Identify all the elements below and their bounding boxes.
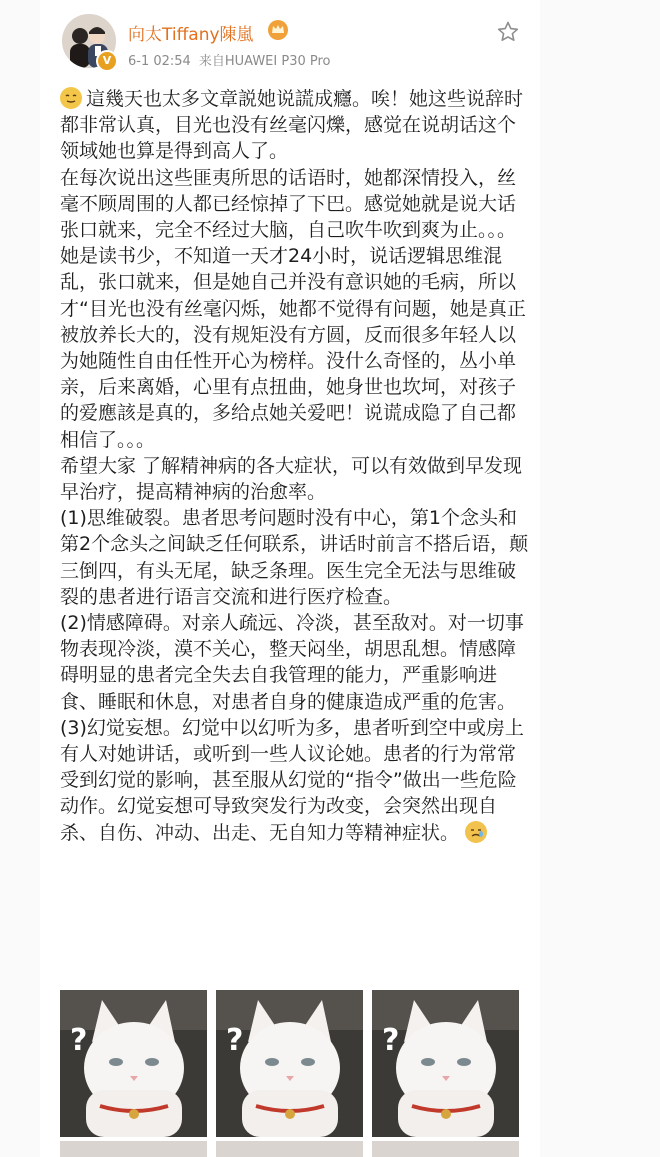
cat-photo[interactable] [372, 990, 519, 1137]
photo-thumb-partial[interactable] [216, 1141, 363, 1157]
paragraph-5: (2)情感障碍。对亲人疏远、冷淡，甚至敌对。对一切事物表现冷淡，漠不关心，整天闷坐，胡思乱想。情感障碍明显的患者完全失去自我管理的能力，严重影响进食、睡眠和休息，对患者自身的健康造成严重的危害。 [60, 612, 524, 713]
post-source: 来自HUAWEI P30 Pro [198, 54, 331, 69]
svg-text:?: ? [382, 1023, 400, 1058]
crown-badge-icon [268, 20, 288, 40]
post-time: 6-1 02:54 [128, 54, 191, 69]
favorite-star-icon[interactable] [496, 20, 520, 44]
author-name[interactable]: 向太Tiffany陳嵐 [128, 25, 254, 45]
paragraph-3: 希望大家 了解精神病的各大症状，可以有效做到早发现早治疗，提高精神病的治愈率。 [60, 454, 523, 504]
cat-photo[interactable] [216, 990, 363, 1137]
verified-badge-icon: V [96, 50, 118, 72]
smile-emoji-icon [60, 87, 82, 109]
cat-photo[interactable] [60, 990, 207, 1137]
paragraph-4: (1)思维破裂。患者思考问题时没有中心，第1个念头和第2个念头之间缺乏任何联系，讲话时前言不搭后语，颠三倒四，有头无尾，缺乏条理。医生完全无法与思维破裂的患者进行语言交流和进行医疗检查。 [60, 507, 529, 608]
photo-grid [60, 990, 520, 1137]
post-body [60, 86, 530, 846]
photo-grid-next-row [60, 1141, 520, 1157]
crying-emoji-icon [465, 821, 487, 843]
photo-thumb-partial[interactable] [60, 1141, 207, 1157]
paragraph-6: (3)幻觉妄想。幻觉中以幻听为多，患者听到空中或房上有人对她讲话，或听到一些人议论她。患者的行为常常受到幻觉的影响，甚至服从幻觉的“指令”做出一些危险动作。幻觉妄想可导致突发行为改变，会突然出现自杀、自伤、冲动、出走、无自知力等精神症状。 [60, 716, 524, 844]
post-meta [128, 50, 331, 69]
svg-text:?: ? [70, 1023, 88, 1058]
paragraph-1: 這幾天也太多文章説她说謊成癮。唉！她这些说辞时都非常认真，目光也没有丝毫闪爍，感觉在说胡话这个领域她也算是得到高人了。 [60, 88, 524, 163]
photo-thumb-partial[interactable] [372, 1141, 519, 1157]
svg-text:?: ? [226, 1023, 244, 1058]
paragraph-2: 在每次说出这些匪夷所思的话语时，她都深情投入，丝毫不顾周围的人都已经惊掉了下巴。感觉她就是说大话张口就来，完全不经过大脑，自己吹牛吹到爽为止。。。她是读书少，不知道一天才24小时，说话逻辑思维混乱，张口就来，但是她自己并没有意识她的毛病，所以才“目光也没有丝毫闪烁，她都不觉得有问题，她是真正被放养长大的，没有规矩没有方圆，反而很多年轻人以为她随性自由任性开心为榜样。没什么奇怪的，丛小单亲，后来离婚，心里有点扭曲，她身世也坎坷，对孩子的爱應該是真的，多给点她关爱吧！说谎成隐了自己都相信了。。。 [60, 166, 526, 451]
